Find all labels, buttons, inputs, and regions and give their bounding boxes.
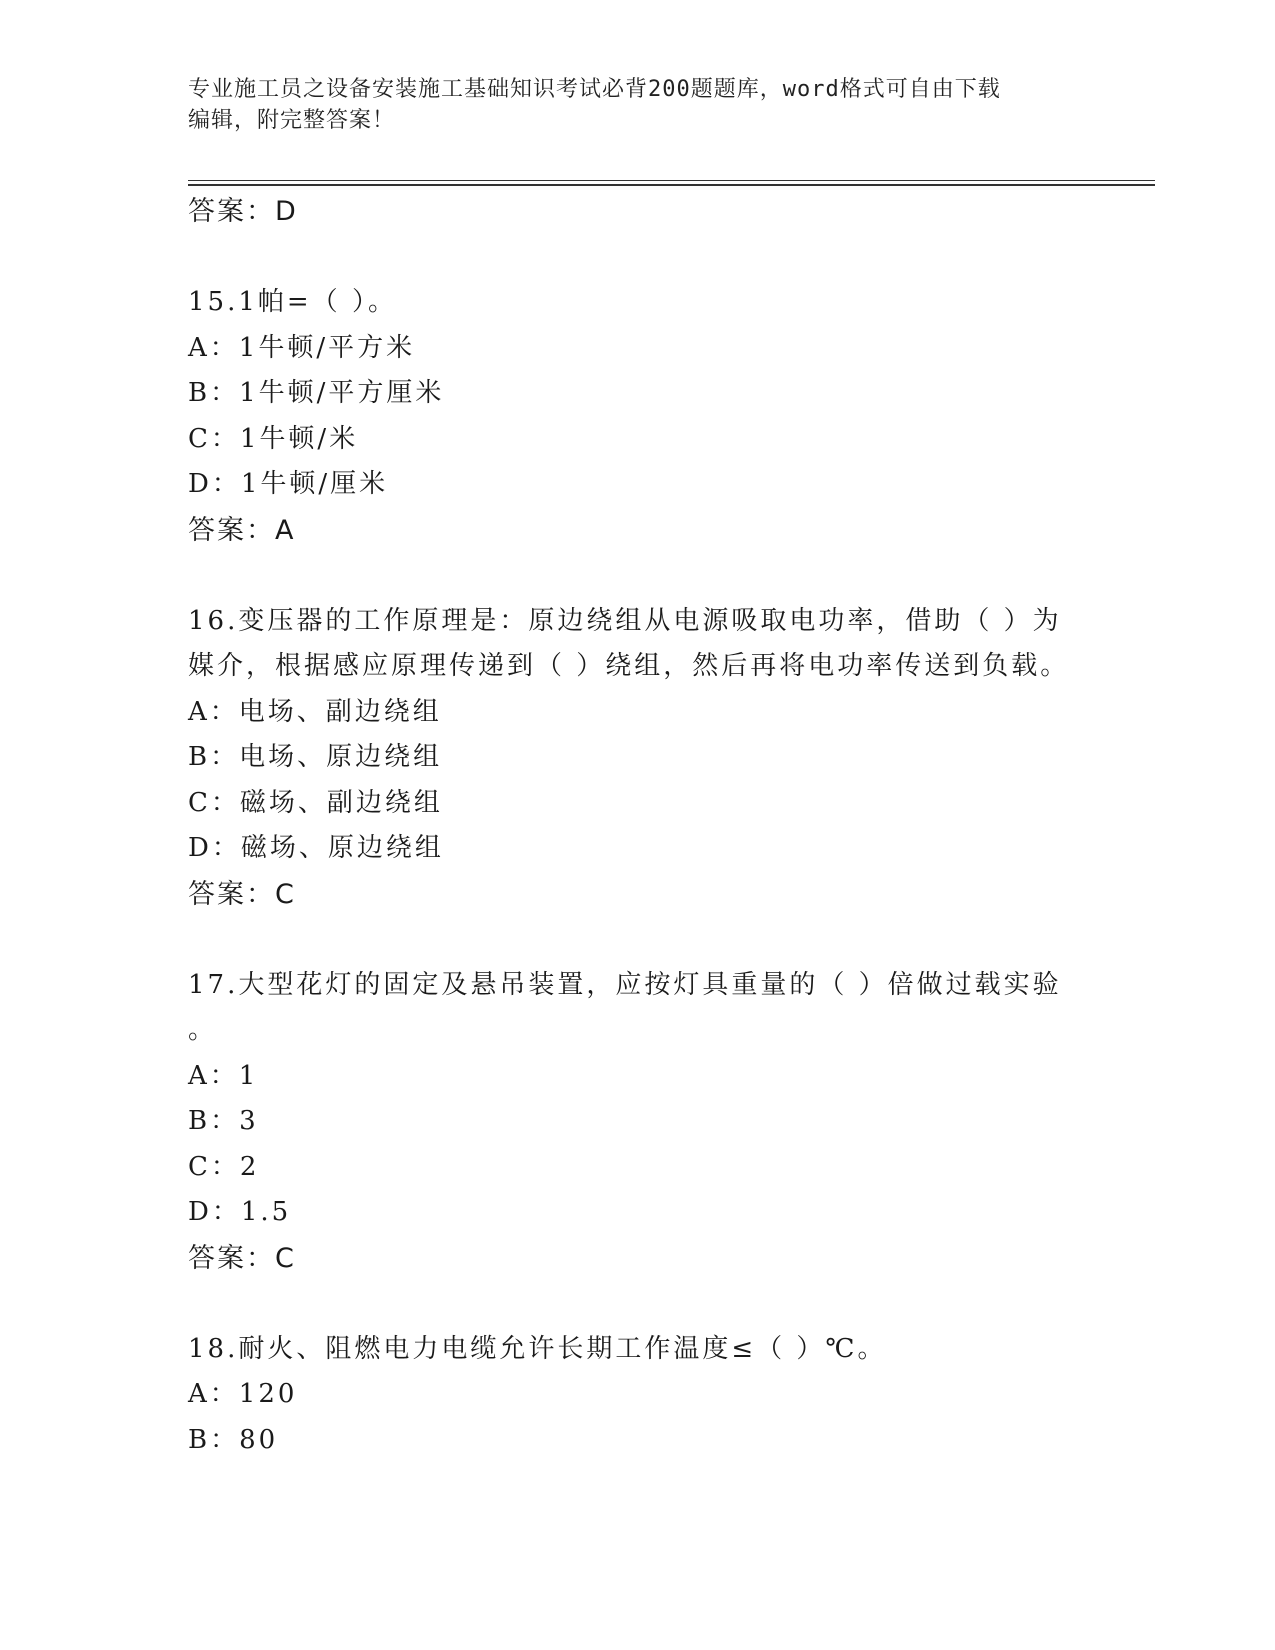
question-text-line: D：磁场、原边绕组 (188, 833, 444, 863)
spacer (188, 1281, 1088, 1327)
spacer (188, 917, 1088, 963)
header-divider-thick (188, 184, 1155, 186)
question-list (188, 189, 1088, 1463)
question-text-line: B：80 (188, 1424, 279, 1455)
question-text-line: A：120 (188, 1379, 298, 1409)
header-title-line-1: 专业施工员之设备安装施工基础知识考试必背200题题库，word格式可自由下载 (188, 77, 1001, 102)
spacer (188, 553, 1088, 599)
question-text-line: B：1牛顿/平方厘米 (188, 378, 445, 408)
question-text-line: 17.大型花灯的固定及悬吊装置，应按灯具重量的（ ）倍做过载实验 (188, 969, 1062, 1000)
header-divider-thin (188, 180, 1155, 181)
question-text-line: C：1牛顿/米 (188, 423, 359, 454)
spacer (188, 235, 1088, 281)
question-text-line: A：电场、副边绕组 (188, 696, 442, 727)
question-text-line: A：1 (188, 1060, 259, 1091)
answer-line: 答案：A (188, 514, 296, 546)
question-text-line: 。 (188, 1015, 218, 1045)
question-text-line: 媒介，根据感应原理传递到（ ）绕组，然后再将电功率传送到负载。 (188, 651, 1070, 681)
question-text-line: 18.耐火、阻燃电力电缆允许长期工作温度≤（ ）℃。 (188, 1333, 887, 1364)
question-text-line: D：1牛顿/厘米 (188, 469, 389, 499)
question-text-line: C：2 (188, 1151, 260, 1182)
question-text-line: B：电场、原边绕组 (188, 742, 443, 772)
question-text-line: B：3 (188, 1106, 259, 1136)
question-text-line: 16.变压器的工作原理是：原边绕组从电源吸取电功率，借助（ ）为 (188, 605, 1062, 636)
question-text-line: C：磁场、副边绕组 (188, 787, 443, 818)
answer-line: 答案：D (188, 196, 298, 227)
question-text-line: D：1.5 (188, 1197, 292, 1227)
question-text-line: 15.1帕=（ ）。 (188, 287, 397, 317)
question-text-line: A：1牛顿/平方米 (188, 332, 416, 363)
answer-line: 答案：C (188, 1242, 296, 1274)
header-title-line-2: 编辑，附完整答案！ (188, 108, 396, 133)
document-header (188, 74, 1088, 136)
answer-line: 答案：C (188, 878, 296, 910)
